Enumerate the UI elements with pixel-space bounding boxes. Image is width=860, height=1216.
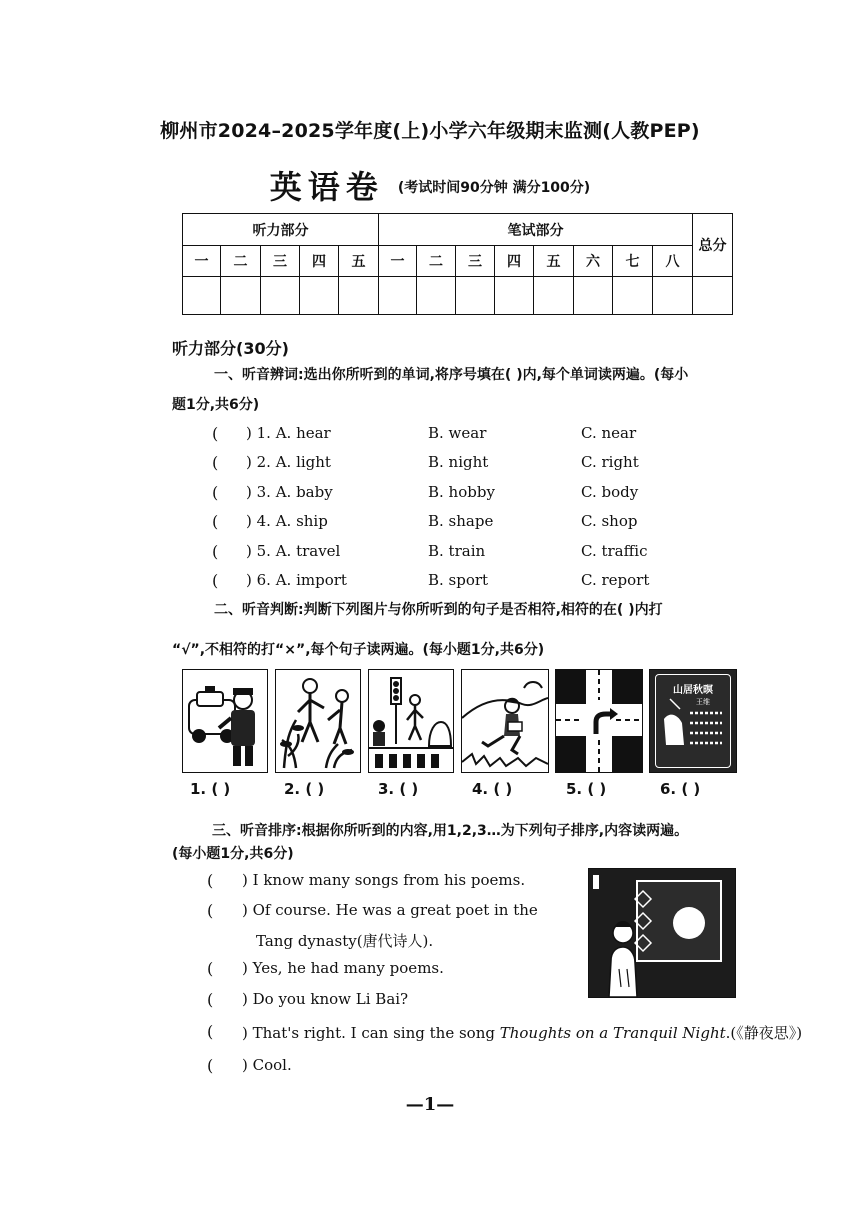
answer-blank[interactable]: ( — [207, 901, 214, 920]
list-item — [0, 453, 860, 482]
poem-board — [655, 674, 731, 768]
col-header: 一 — [183, 246, 221, 276]
crossroads-icon — [556, 670, 642, 772]
score-cell[interactable] — [417, 276, 456, 314]
answer-blank[interactable]: ( — [212, 453, 219, 473]
list-item — [0, 512, 860, 541]
dialogue-text: ) That's right. I can sing the song — [242, 1024, 500, 1042]
score-cell[interactable] — [534, 276, 574, 314]
list-item — [0, 959, 600, 983]
part3-instruction-line1: 三、听音排序:根据你所听到的内容,用1,2,3…为下列句子排序,内容读两遍。 — [212, 823, 689, 839]
option-b: B. sport — [428, 570, 489, 589]
option-c: C. traffic — [581, 541, 648, 560]
answer-blank[interactable]: 1. ( ) — [190, 780, 231, 798]
part3-instruction-line2: (每小题1分,共6分) — [172, 846, 294, 862]
answer-blank[interactable]: ( — [212, 570, 219, 590]
option-b: B. night — [428, 453, 489, 472]
option-a: ) 3. A. baby — [246, 482, 333, 501]
answer-blank[interactable]: ( — [207, 1056, 214, 1075]
option-a: ) 4. A. ship — [246, 512, 328, 531]
score-cell[interactable] — [379, 276, 417, 314]
list-item — [0, 1056, 600, 1080]
answer-blank[interactable]: ( — [207, 959, 214, 978]
exam-note: (考试时间90分钟 满分100分) — [397, 180, 591, 196]
score-cell[interactable] — [261, 276, 300, 314]
part1-items — [0, 424, 860, 600]
picture-moon-window — [588, 868, 736, 998]
picture-3-crossing — [368, 669, 454, 773]
list-item — [0, 871, 600, 895]
score-cell[interactable] — [300, 276, 339, 314]
picture-5-crossroads — [555, 669, 643, 773]
dialogue-line: ) I know many songs from his poems. — [242, 871, 526, 889]
answer-blank[interactable]: 2. ( ) — [284, 780, 325, 798]
answer-blank[interactable]: ( — [207, 871, 214, 890]
listening-heading: 听力部分(30分) — [172, 339, 289, 358]
option-c: C. report — [581, 570, 650, 589]
col-header: 一 — [379, 246, 417, 276]
picture-6-poem-sign — [649, 669, 737, 773]
part1-instruction-line2: 题1分,共6分) — [172, 397, 260, 413]
list-item — [0, 483, 860, 512]
dialogue-line: ) Yes, he had many poems. — [242, 959, 444, 977]
poem-text-lines-icon — [656, 675, 730, 767]
option-b: B. train — [428, 541, 486, 560]
answer-blank[interactable]: ( — [212, 424, 219, 443]
score-cell[interactable] — [574, 276, 613, 314]
part2-instruction-line1: 二、听音判断:判断下列图片与你所听到的句子是否相符,相符的在( )内打 — [214, 602, 663, 618]
poem-title: 山居秋暝 — [673, 685, 713, 696]
option-a: ) 2. A. light — [246, 453, 331, 472]
col-header: 五 — [534, 246, 574, 276]
score-cell[interactable] — [456, 276, 495, 314]
total-header-cell: 总分 — [693, 214, 733, 277]
score-cell[interactable] — [495, 276, 534, 314]
listening-header-cell: 听力部分 — [183, 214, 379, 246]
song-title-chinese: .(《静夜思》) — [725, 1024, 803, 1042]
part2-instruction-line2: “√”,不相符的打“×”,每个句子读两遍。(每小题1分,共6分) — [172, 642, 545, 658]
answer-blank[interactable]: ( — [207, 990, 214, 1009]
answer-blank[interactable]: 6. ( ) — [660, 780, 701, 798]
part1-instruction-line1: 一、听音辨词:选出你所听到的单词,将序号填在( )内,每个单词读两遍。(每小 — [214, 367, 689, 383]
answer-blank[interactable]: 4. ( ) — [472, 780, 513, 798]
traffic-light-icon — [369, 670, 453, 772]
option-a: ) 6. A. import — [246, 570, 347, 589]
dialogue-line: ) Of course. He was a great poet in the — [242, 901, 538, 919]
song-title: Thoughts on a Tranquil Night — [499, 1024, 726, 1042]
col-header: 六 — [574, 246, 613, 276]
option-a: ) 5. A. travel — [246, 541, 341, 560]
poem-author: 王维 — [696, 698, 710, 706]
police-car-icon — [183, 670, 267, 772]
list-item — [0, 424, 860, 453]
score-cell[interactable] — [183, 276, 221, 314]
plants-icon — [276, 670, 360, 772]
col-header: 四 — [300, 246, 339, 276]
list-item — [0, 1022, 803, 1046]
option-b: B. hobby — [428, 482, 495, 501]
picture-4-hill — [461, 669, 549, 773]
col-header: 五 — [339, 246, 379, 276]
answer-blank[interactable]: 5. ( ) — [566, 780, 607, 798]
moon-window-icon — [589, 869, 735, 997]
option-c: C. body — [581, 482, 639, 501]
subject-title: 英语卷 — [269, 168, 384, 206]
col-header: 四 — [495, 246, 534, 276]
picture-2-garden — [275, 669, 361, 773]
col-header: 三 — [456, 246, 495, 276]
score-cell[interactable] — [613, 276, 653, 314]
score-cell[interactable] — [339, 276, 379, 314]
col-header: 二 — [221, 246, 261, 276]
answer-blank[interactable]: ( — [207, 1022, 214, 1041]
col-header: 三 — [261, 246, 300, 276]
list-item — [0, 990, 600, 1014]
boy-reading-icon — [462, 670, 548, 772]
page-number: —1— — [405, 1094, 455, 1115]
answer-blank[interactable]: ( — [212, 541, 219, 561]
option-a: ) 1. A. hear — [246, 424, 331, 442]
option-b: B. shape — [428, 512, 494, 531]
answer-blank[interactable]: ( — [212, 482, 219, 502]
answer-blank[interactable]: ( — [212, 512, 219, 532]
dialogue-line — [242, 1022, 802, 1043]
option-c: C. right — [581, 453, 639, 472]
answer-blank[interactable]: 3. ( ) — [378, 780, 419, 798]
writing-header-cell: 笔试部分 — [379, 214, 693, 246]
dialogue-line: ) Cool. — [242, 1056, 292, 1074]
option-b: B. wear — [428, 424, 487, 442]
option-c: C. near — [581, 424, 637, 442]
score-table — [182, 213, 733, 315]
score-cell[interactable] — [653, 276, 693, 314]
score-cell[interactable] — [221, 276, 261, 314]
col-header: 八 — [653, 246, 693, 276]
exam-title: 柳州市2024–2025学年度(上)小学六年级期末监测(人教PEP) — [160, 120, 700, 142]
picture-1-police — [182, 669, 268, 773]
col-header: 七 — [613, 246, 653, 276]
subject-header — [0, 162, 860, 208]
option-c: C. shop — [581, 512, 638, 531]
total-score-cell[interactable] — [693, 276, 733, 314]
col-header: 二 — [417, 246, 456, 276]
list-item — [0, 901, 600, 955]
dialogue-line-continued: Tang dynasty(唐代诗人). — [256, 932, 434, 950]
dialogue-line: ) Do you know Li Bai? — [242, 990, 409, 1008]
list-item — [0, 542, 860, 571]
